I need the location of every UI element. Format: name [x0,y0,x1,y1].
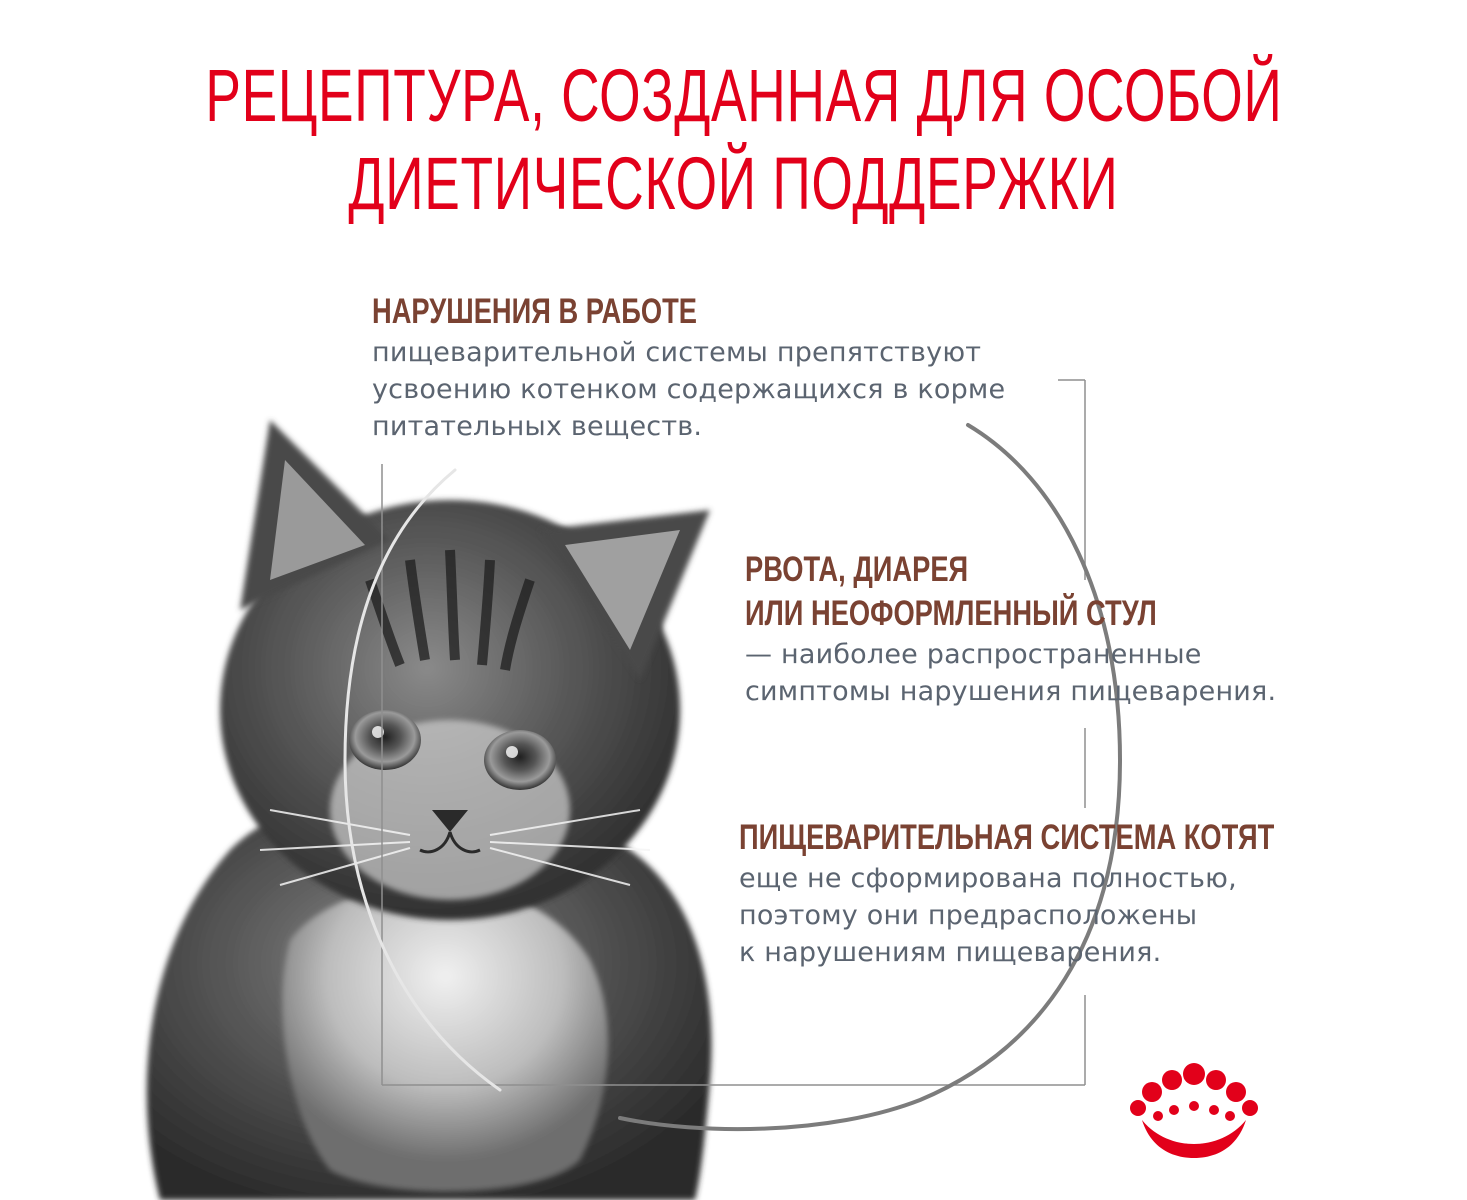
info-block-text [745,636,1276,710]
headline [205,52,1283,228]
headline-line-1: РЕЦЕПТУРА, СОЗДАННАЯ ДЛЯ ОСОБОЙ [205,54,1283,137]
info-block-digestive-disorders [372,290,1005,445]
info-block-text [372,334,1005,445]
info-block-title: НАРУШЕНИЯ В РАБОТЕ [372,292,698,331]
info-block-line: — наиболее распространенные [745,639,1202,670]
info-block-symptoms [745,548,1276,710]
info-block-title-line: ИЛИ НЕОФОРМЛЕННЫЙ СТУЛ [745,594,1157,633]
info-block-title [745,548,1159,636]
crown-logo-icon [1128,1060,1260,1164]
info-block-line: к нарушениям пищеварения. [739,937,1162,968]
kitten-photo [120,380,880,1200]
info-block-line: еще не сформирована полностью, [739,863,1237,894]
info-block-line: поэтому они предрасположены [739,900,1198,931]
info-block-line: питательных веществ. [372,411,703,442]
info-block-line: пищеварительной системы препятствуют [372,337,982,368]
headline-line-2: ДИЕТИЧЕСКОЙ ПОДДЕРЖКИ [348,142,1119,225]
info-block-line: симптомы нарушения пищеварения. [745,676,1277,707]
info-block-text [739,860,1425,971]
info-block-kitten-digestion [739,816,1425,971]
info-block-line: усвоению котенком содержащихся в корме [372,374,1006,405]
info-block-title: ПИЩЕВАРИТЕЛЬНАЯ СИСТЕМА КОТЯТ [739,818,1275,857]
info-block-title-line: РВОТА, ДИАРЕЯ [745,550,969,589]
